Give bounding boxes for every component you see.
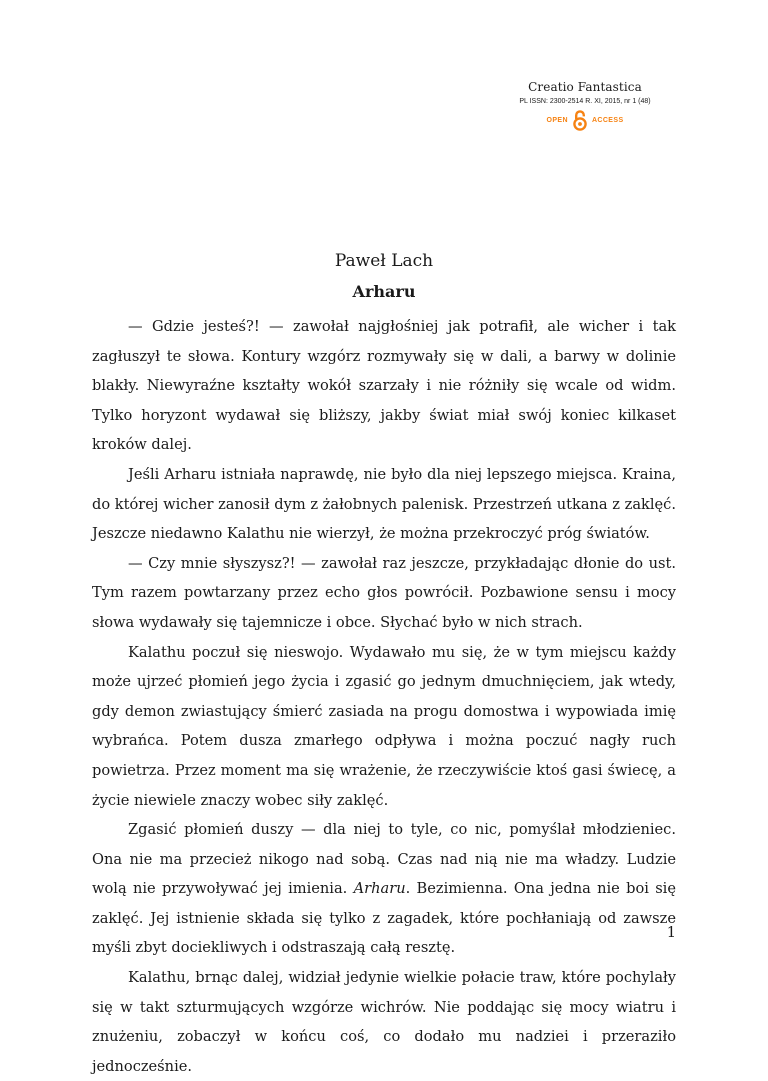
paragraph: — Czy mnie słyszysz?! — zawołał raz jeszcze, przykładając dłonie do ust. Tym razem powtarzany przez echo głos powrócił. Pozbawione sensu i mocy słowa wydawały się tajemnicze i obce. Słychać było w nich strach.: [92, 554, 676, 631]
article-heading: [0, 250, 768, 302]
open-access-access-label: ACCESS: [591, 116, 624, 124]
open-access-open-label: OPEN: [546, 116, 568, 124]
open-access-badge: [510, 109, 660, 131]
paragraph: Jeśli Arharu istniała naprawdę, nie było dla niej lepszego miejsca. Kraina, do której wicher zanosił dym z żałobnych palenisk. Przestrzeń utkana z zaklęć. Jeszcze niedawno Kalathu nie wierzył, że można przekroczyć próg światów.: [92, 465, 676, 543]
paragraph: — Gdzie jesteś?! — zawołał najgłośniej jak potrafił, ale wicher i tak zagłuszył te słowa. Kontury wzgórz rozmywały się w dali, a barwy w dolinie blakły. Niewyraźne kształty wokół szarzały i nie różniły się wcale od widm. Tylko horyzont wydawał się bliższy, jakby świat miał swój koniec kilkaset kroków dalej.: [92, 318, 676, 454]
emphasized-name: Arharu: [353, 880, 406, 898]
article-body: [92, 312, 676, 1081]
article-title: Arharu: [352, 282, 416, 301]
author-name: Paweł Lach: [334, 251, 434, 271]
issn-line: PL ISSN: 2300-2514 R. XI, 2015, nr 1 (48): [519, 98, 651, 105]
open-access-lock-icon: [573, 110, 587, 131]
paragraph: [92, 815, 676, 963]
paragraph: Kalathu, brnąc dalej, widział jedynie wielkie połacie traw, które pochylały się w takt szturmujących wzgórze wichrów. Nie poddając się mocy wiatru i znużeniu, zobaczył w końcu coś, co dodało mu nadziei i przeraziło jednocześnie.: [92, 969, 676, 1075]
paragraph-text: . Bezimienna. Ona jedna nie boi się zaklęć. Jej istnienie składa się tylko z zagadek, które pochłaniają od zawsze myśli zbyt dociekliwych i odstraszają całą resztę.: [92, 880, 676, 957]
journal-name: Creatio Fantastica: [528, 80, 642, 94]
paragraph: Kalathu poczuł się nieswojo. Wydawało mu się, że w tym miejscu każdy może ujrzeć płomień jego życia i zgasić go jednym dmuchnięciem, jak wtedy, gdy demon zwiastujący śmierć zasiada na progu domostwa i wypowiada imię wybrańca. Potem dusza zmarłego odpływa i można poczuć nagły ruch powietrza. Przez moment ma się wrażenie, że rzeczywiście ktoś gasi świecę, a życie niewiele znaczy wobec siły zaklęć.: [92, 643, 676, 809]
paragraph-text: Zgasić płomień duszy — dla niej to tyle, co nic, pomyślał młodzieniec. Ona nie ma przecież nikogo nad sobą. Czas nad nią nie ma władzy. Ludzie wolą nie przywoływać jej imienia.: [92, 821, 676, 898]
page-number: 1: [666, 924, 676, 941]
